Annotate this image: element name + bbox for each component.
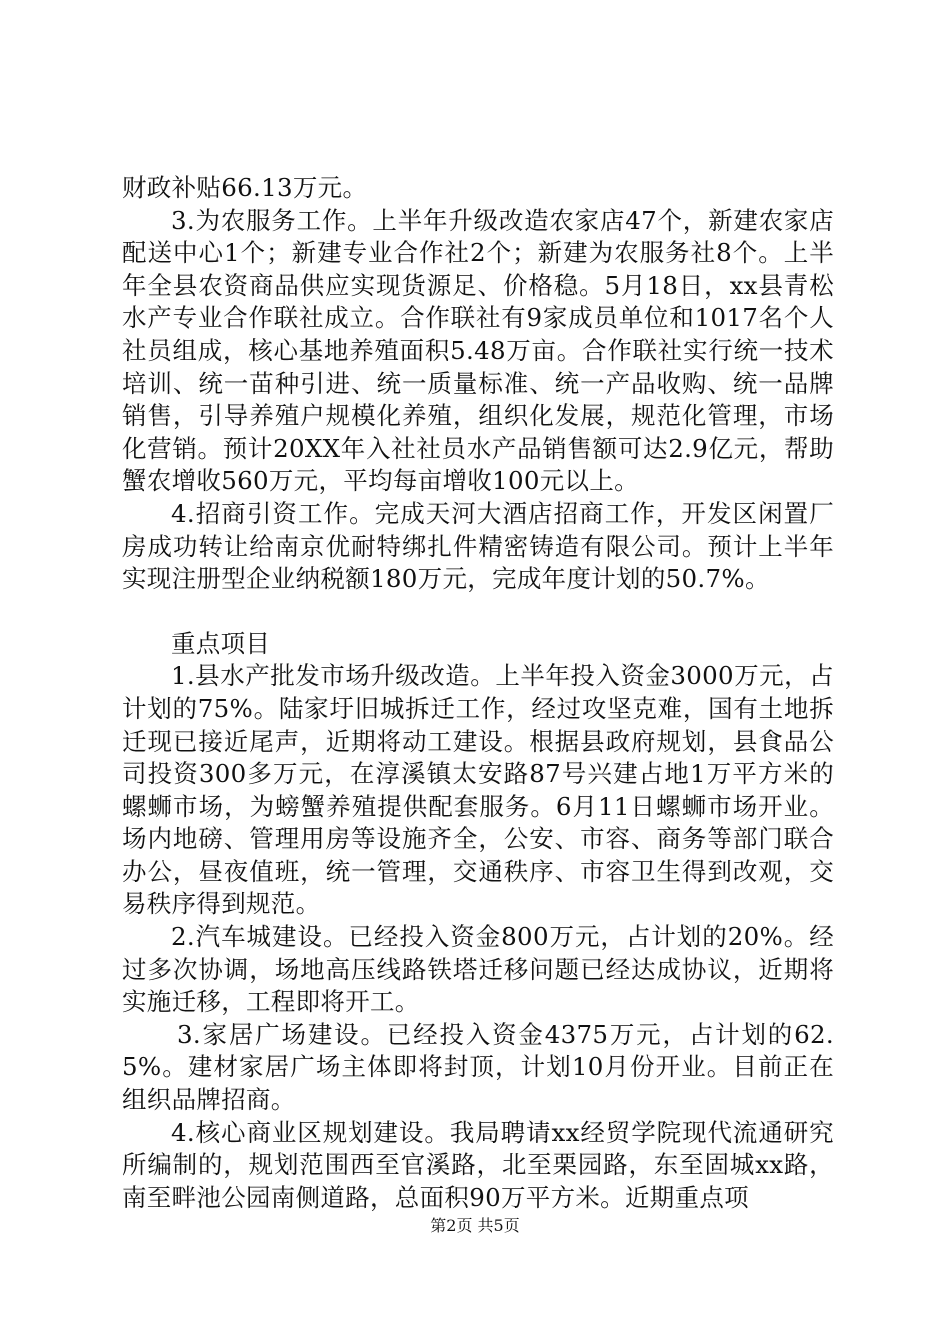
paragraph-subsidy-continuation: 财政补贴66.13万元。 xyxy=(122,173,368,202)
page-number-footer: 第2页 共5页 xyxy=(430,1216,520,1235)
paragraph-aquatic-market: 1.县水产批发市场升级改造。上半年投入资金3000万元，占计划的75%。陆家圩旧城拆迁工作，经过攻坚克难，国有土地拆迁现已接近尾声，近期将动工建设。根据县政府规划，县食品公司投资300多万元，在淳溪镇太安路87号兴建占地1万平方米的螺蛳市场，为螃蟹养殖提供配套服务。6月11日螺蛳市场开业。场内地磅、管理用房等设施齐全，公安、市容、商务等部门联合办公，昼夜值班，统一管理，交通秩序、市容卫生得到改观，交易秩序得到规范。 xyxy=(122,661,834,919)
paragraph-spacer xyxy=(122,596,834,628)
document-body xyxy=(122,172,834,1214)
paragraph-agricultural-service: 3.为农服务工作。上半年升级改造农家店47个，新建农家店配送中心1个；新建专业合作社2个；新建为农服务社8个。上半年全县农资商品供应实现货源足、价格稳。5月18日，xx县青松水产专业合作联社成立。合作联社有9家成员单位和1017名个人社员组成，核心基地养殖面积5.48万亩。合作联社实行统一技术培训、统一苗种引进、统一质量标准、统一产品收购、统一品牌销售，引导养殖户规模化养殖，组织化发展，规范化管理，市场化营销。预计20XX年入社社员水产品销售额可达2.9亿元，帮助蟹农增收560万元，平均每亩增收100元以上。 xyxy=(122,205,834,496)
section-heading: 重点项目 xyxy=(171,628,271,658)
paragraph-investment-attraction: 4.招商引资工作。完成天河大酒店招商工作，开发区闲置厂房成功转让给南京优耐特绑扎件精密铸造有限公司。预计上半年实现注册型企业纳税额180万元，完成年度计划的50.7%。 xyxy=(122,498,834,594)
paragraph-business-district: 4.核心商业区规划建设。我局聘请xx经贸学院现代流通研究所编制的，规划范围西至官溪路，北至栗园路，东至固城xx路，南至畔池公园南侧道路，总面积90万平方米。近期重点项 xyxy=(122,1117,834,1212)
paragraph-home-plaza: 3.家居广场建设。已经投入资金4375万元，占计划的62.5%。建材家居广场主体即将封顶，计划10月份开业。目前正在组织品牌招商。 xyxy=(122,1019,834,1115)
paragraph-auto-city: 2.汽车城建设。已经投入资金800万元，占计划的20%。经过多次协调，场地高压线路铁塔迁移问题已经达成协议，近期将实施迁移，工程即将开工。 xyxy=(122,922,834,1017)
